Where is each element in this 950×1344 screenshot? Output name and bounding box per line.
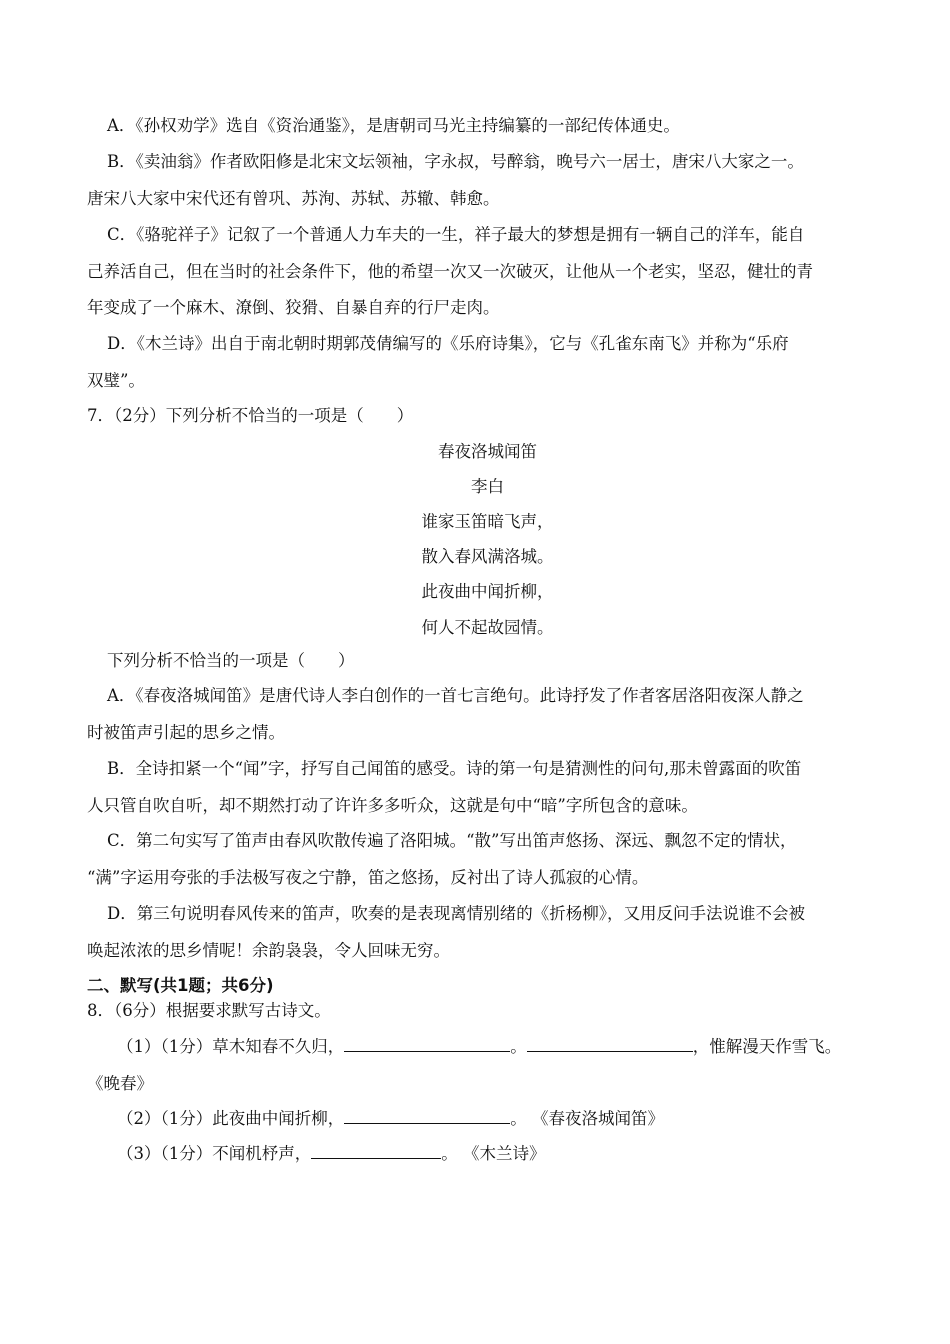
q7-option-a-line2: 时被笛声引起的思乡之情。 [87, 723, 285, 742]
answer-blank-3[interactable] [344, 1109, 510, 1124]
q8-item-1-sep: 。 [510, 1037, 527, 1056]
poem-author: 李白 [471, 477, 504, 496]
q8-item-2 [117, 1109, 664, 1129]
q8-item-2-tail: 。 《春夜洛城闻笛》 [510, 1109, 664, 1128]
q7-option-b-line1: B．全诗扣紧一个“闻”字，抒写自己闻笛的感受。诗的第一句是猜测性的问句,那未曾露面的吹笛 [107, 759, 802, 778]
q8-item-1-source: 《晚春》 [87, 1074, 153, 1093]
section-2-heading: 二、默写(共1题；共6分) [87, 976, 274, 995]
q6-option-b-line2: 唐宋八大家中宋代还有曾巩、苏洵、苏轼、苏辙、韩愈。 [87, 189, 500, 208]
q7-option-b-line2: 人只管自吹自听，却不期然打动了许许多多听众，这就是句中“暗”字所包含的意味。 [87, 796, 698, 815]
answer-blank-2[interactable] [527, 1037, 693, 1052]
q7-option-a-line1: A．《春夜洛城闻笛》是唐代诗人李白创作的一首七言绝句。此诗抒发了作者客居洛阳夜深人静之 [107, 686, 804, 705]
q7-stem-repeat: 下列分析不恰当的一项是（ ） [107, 651, 355, 670]
poem-title: 春夜洛城闻笛 [438, 442, 537, 461]
q6-option-d-line2: 双璧”。 [87, 371, 145, 390]
answer-blank-4[interactable] [311, 1144, 441, 1159]
q8-item-3 [117, 1144, 546, 1164]
poem-line-2: 散入春风满洛城。 [421, 547, 554, 566]
q7-option-d-line2: 唤起浓浓的思乡情呢！余韵袅袅，令人回味无穷。 [87, 941, 450, 960]
q8-item-2-prompt: （2）（1分）此夜曲中闻折柳， [117, 1109, 345, 1128]
q6-option-c-line3: 年变成了一个麻木、潦倒、狡猾、自暴自弃的行尸走肉。 [87, 298, 500, 317]
q6-option-b-line1: B．《卖油翁》作者欧阳修是北宋文坛领袖，字永叔，号醉翁，晚号六一居士，唐宋八大家之一。 [107, 152, 804, 171]
q8-item-1 [117, 1037, 841, 1057]
poem-line-4: 何人不起故园情。 [421, 618, 554, 637]
q7-option-c-line2: “满”字运用夸张的手法极写夜之宁静，笛之悠扬，反衬出了诗人孤寂的心情。 [87, 868, 649, 887]
q8-item-1-prompt: （1）（1分）草木知春不久归， [117, 1037, 345, 1056]
q8-stem: 8．（6分）根据要求默写古诗文。 [87, 1001, 331, 1020]
q7-stem: 7．（2分）下列分析不恰当的一项是（ ） [87, 406, 414, 425]
answer-blank-1[interactable] [344, 1037, 510, 1052]
q7-option-d-line1: D．第三句说明春风传来的笛声，吹奏的是表现离情别绪的《折杨柳》，又用反问手法说谁不会被 [107, 904, 805, 923]
q8-item-1-tail: ，惟解漫天作雪飞。 [692, 1037, 842, 1056]
q7-option-c-line1: C．第二句实写了笛声由春风吹散传遍了洛阳城。“散”写出笛声悠扬、深远、飘忽不定的情状， [107, 831, 797, 850]
q6-option-c-line1: C．《骆驼祥子》记叙了一个普通人力车夫的一生，祥子最大的梦想是拥有一辆自己的洋车，能自 [107, 225, 805, 244]
q6-option-a: A．《孙权劝学》选自《资治通鉴》，是唐朝司马光主持编纂的一部纪传体通史。 [107, 116, 680, 135]
q6-option-d-line1: D．《木兰诗》出自于南北朝时期郭茂倩编写的《乐府诗集》，它与《孔雀东南飞》并称为“乐府 [107, 334, 789, 353]
poem-line-3: 此夜曲中闻折柳， [421, 582, 554, 601]
q6-option-c-line2: 己养活自己，但在当时的社会条件下，他的希望一次又一次破灭，让他从一个老实，坚忍，健壮的青 [87, 262, 813, 281]
poem-line-1: 谁家玉笛暗飞声， [421, 512, 554, 531]
q8-item-3-tail: 。 《木兰诗》 [441, 1144, 546, 1163]
q8-item-3-prompt: （3）（1分）不闻机杼声， [117, 1144, 312, 1163]
